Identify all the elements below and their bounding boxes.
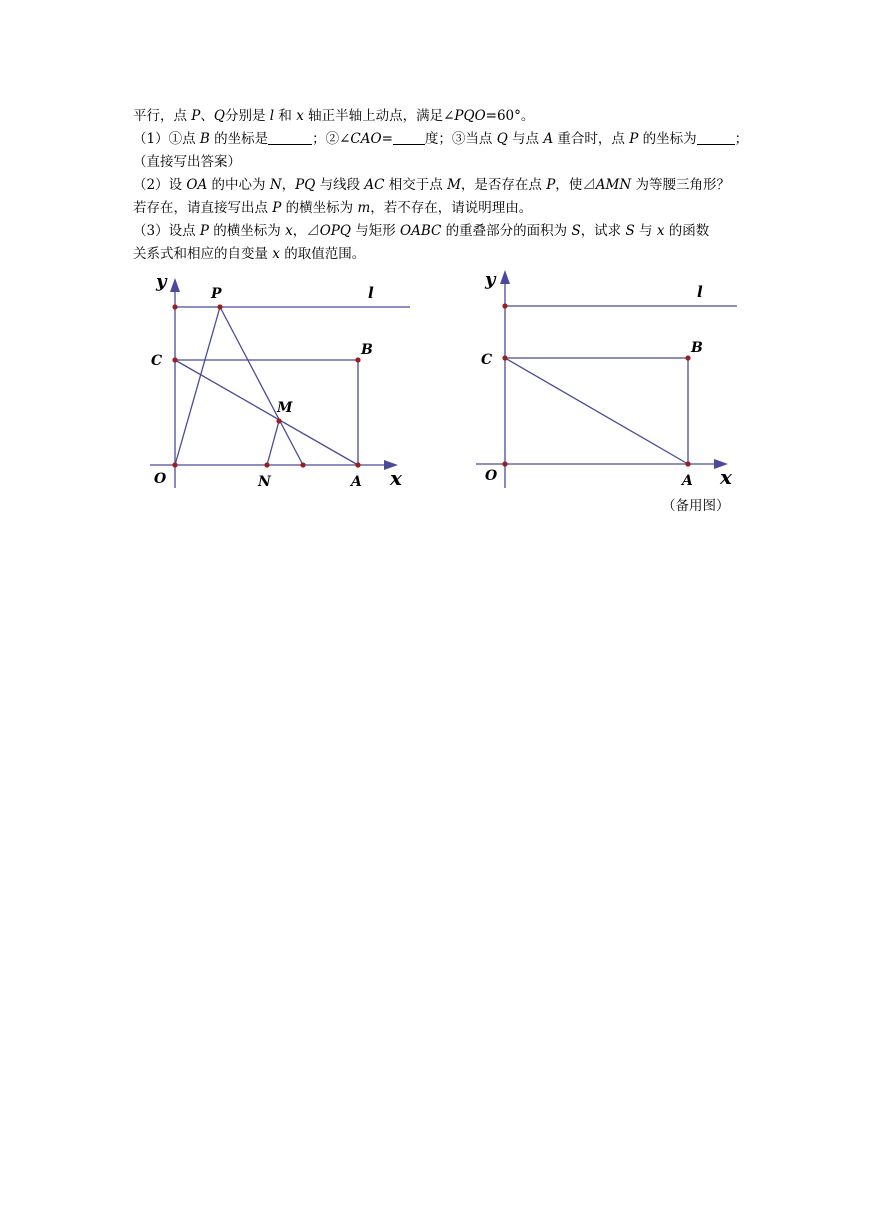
point-p <box>217 304 222 309</box>
var-cao: CAO <box>350 131 382 147</box>
segment-nm <box>267 421 279 465</box>
text: 若存在，请直接写出点 <box>133 200 273 216</box>
text: 的中心为 <box>207 177 270 193</box>
label-y: y <box>485 269 496 290</box>
text: 的坐标是 <box>209 131 269 147</box>
label-p: P <box>211 286 222 302</box>
text: （3）设点 <box>133 223 200 239</box>
dot <box>172 304 177 309</box>
var-ac: AC <box>364 177 385 193</box>
text: ，⊿ <box>292 223 320 239</box>
var-m-point: M <box>447 177 461 193</box>
segment-op <box>175 307 220 465</box>
segment-pq <box>220 307 303 465</box>
answer-blank-3[interactable] <box>697 130 735 145</box>
label-o: O <box>485 468 498 484</box>
answer-blank-2[interactable] <box>393 130 425 145</box>
var-p: P <box>272 200 282 216</box>
text: （1）①点 <box>133 131 200 147</box>
text: 与线段 <box>315 177 365 193</box>
text: 与 <box>634 223 657 239</box>
segment-ca <box>505 358 688 464</box>
point-o <box>502 461 507 466</box>
var-oa: OA <box>186 177 208 193</box>
label-b: B <box>361 342 373 358</box>
var-x: x <box>285 223 293 239</box>
var-b: B <box>199 131 210 147</box>
text: ，试求 <box>580 223 626 239</box>
point-o <box>172 462 177 467</box>
point-n <box>264 462 269 467</box>
y-axis-arrow <box>170 278 180 292</box>
text: ，是否存在点 <box>460 177 547 193</box>
text: 与矩形 <box>350 223 401 239</box>
label-x: x <box>390 466 402 490</box>
var-opq: OPQ <box>319 223 351 239</box>
problem-text <box>133 105 749 266</box>
problem-line-2 <box>133 128 749 151</box>
text: 为等腰三角形？ <box>631 177 730 193</box>
text: 的横坐标为 <box>208 223 286 239</box>
problem-line-3: （直接写出答案） <box>133 154 241 170</box>
var-s: S <box>625 223 635 239</box>
var-p: P <box>199 223 209 239</box>
label-a: A <box>682 473 693 489</box>
label-m: M <box>277 400 293 416</box>
answer-blank-1[interactable] <box>268 130 312 145</box>
label-l: l <box>697 283 703 301</box>
label-c: C <box>151 353 163 369</box>
var-pqo: PQO <box>454 108 486 124</box>
var-q: Q <box>213 108 225 124</box>
text: 和 <box>274 108 297 124</box>
text: 的重叠部分的面积为 <box>441 223 572 239</box>
figure-1 <box>140 262 420 494</box>
label-y: y <box>156 271 167 292</box>
text: ， <box>281 177 296 193</box>
text: 平行，点 <box>133 108 192 124</box>
label-l: l <box>368 284 374 302</box>
var-x: x <box>272 246 280 262</box>
var-s: S <box>571 223 581 239</box>
problem-line-5 <box>133 197 743 220</box>
problem-line-6 <box>133 220 743 243</box>
var-n: N <box>269 177 282 193</box>
point-a <box>355 462 360 467</box>
label-a: A <box>351 474 362 490</box>
label-b: B <box>691 340 703 356</box>
figure-1-svg <box>140 262 420 494</box>
text: ；②∠ <box>312 131 351 147</box>
figure-2 <box>470 262 750 494</box>
figure-2-caption: （备用图） <box>662 498 730 514</box>
text: ； <box>734 131 749 147</box>
text: 的函数 <box>664 223 710 239</box>
text: 、 <box>200 108 214 124</box>
var-amn: AMN <box>595 177 632 193</box>
dot <box>502 303 507 308</box>
var-q: Q <box>496 131 508 147</box>
text: 重合时，点 <box>553 131 630 147</box>
point-c <box>172 357 177 362</box>
point-q <box>300 462 305 467</box>
label-o: O <box>154 471 167 487</box>
var-oabc: OABC <box>400 223 442 239</box>
segment-ca <box>175 360 358 465</box>
var-x: x <box>656 223 665 239</box>
text: 的横坐标为 <box>281 200 358 216</box>
point-b <box>355 357 360 362</box>
var-p: P <box>546 177 556 193</box>
text: 度；③当点 <box>424 131 497 147</box>
label-x: x <box>720 465 732 489</box>
text: 的取值范围。 <box>279 246 366 262</box>
var-l: l <box>269 108 275 124</box>
var-m: m <box>357 200 371 216</box>
text: =60°。 <box>485 108 535 124</box>
label-c: C <box>481 352 493 368</box>
point-m <box>276 418 281 423</box>
text: = <box>381 131 393 147</box>
problem-line-1 <box>133 105 743 128</box>
text: （2）设 <box>133 177 187 193</box>
text: ，若不存在，请说明理由。 <box>370 200 533 216</box>
problem-line-4 <box>133 174 743 197</box>
text: 相交于点 <box>384 177 448 193</box>
text: 分别是 <box>224 108 270 124</box>
text: 与点 <box>507 131 544 147</box>
point-b <box>685 355 690 360</box>
text: 的坐标为 <box>638 131 697 147</box>
var-p: P <box>629 131 639 147</box>
var-p: P <box>191 108 201 124</box>
text: 轴正半轴上动点，满足∠ <box>303 108 455 124</box>
var-a: A <box>543 131 554 147</box>
var-pq: PQ <box>295 177 316 193</box>
label-n: N <box>258 474 271 490</box>
point-c <box>502 355 507 360</box>
figure-2-svg <box>470 262 750 494</box>
text: 关系式和相应的自变量 <box>133 246 273 262</box>
point-a <box>685 461 690 466</box>
text: ，使⊿ <box>555 177 596 193</box>
y-axis-arrow <box>500 270 510 284</box>
var-x: x <box>296 108 304 124</box>
